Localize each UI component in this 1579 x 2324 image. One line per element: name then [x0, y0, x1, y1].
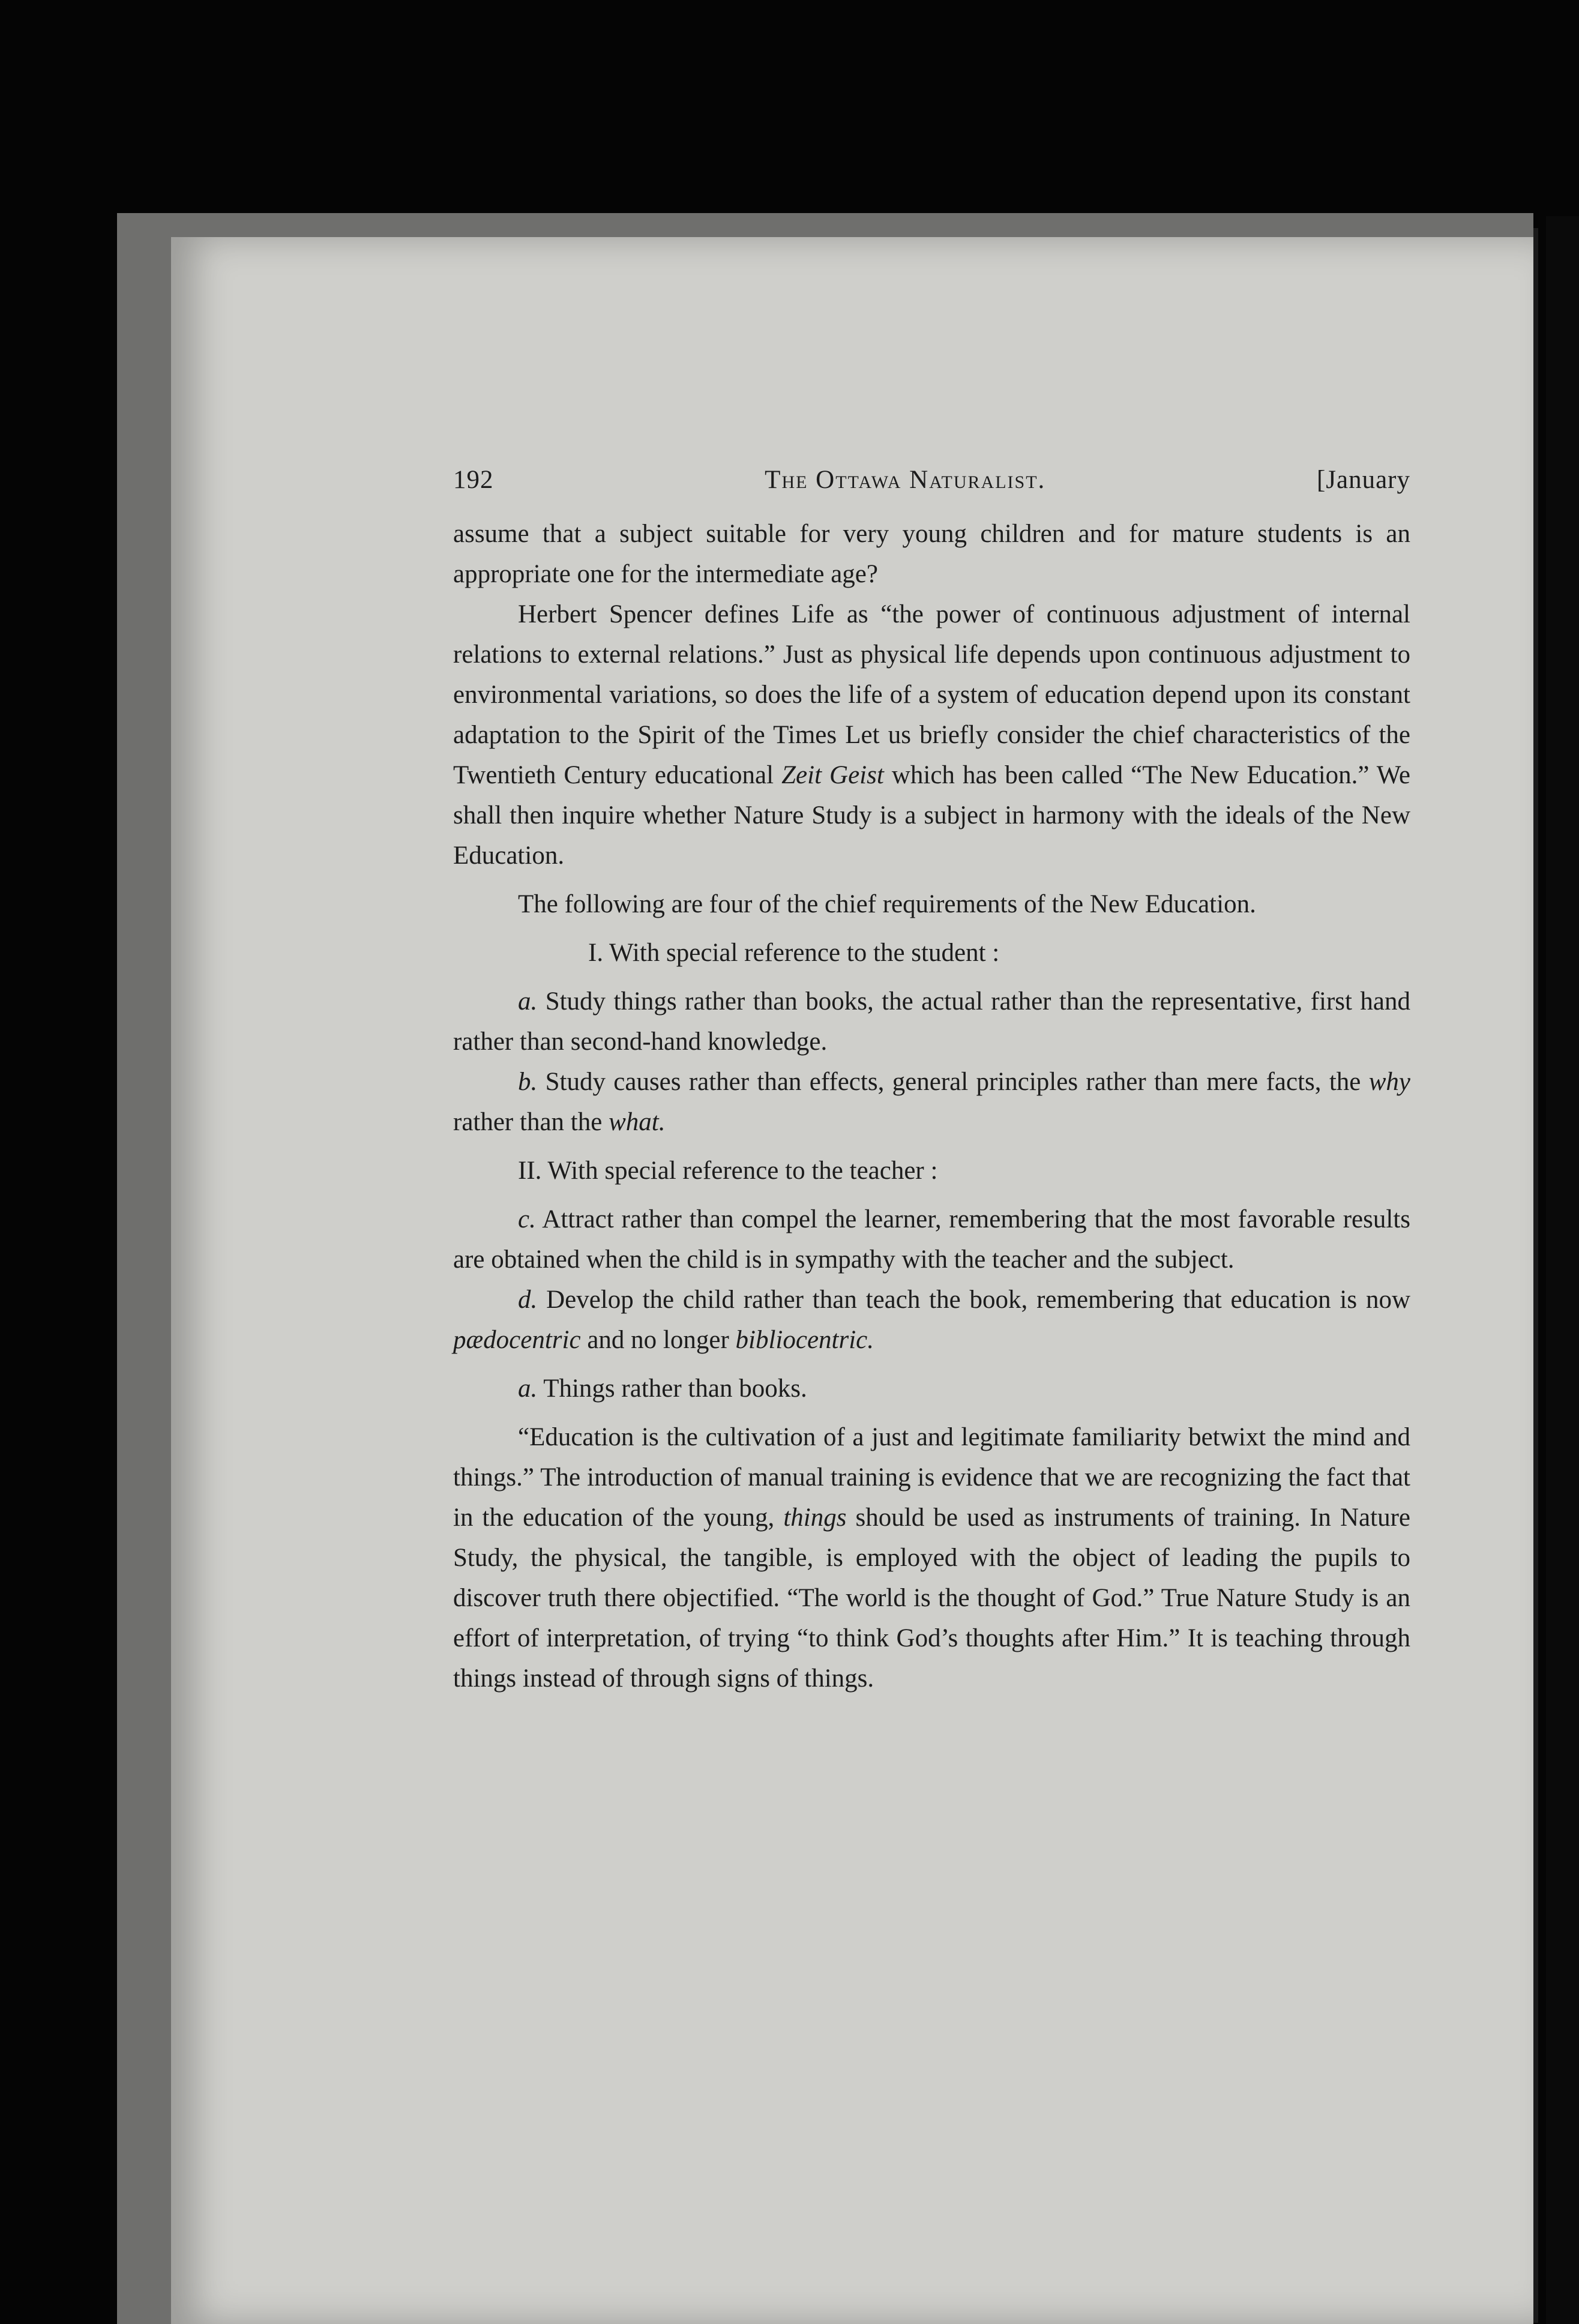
journal-title: The Ottawa Naturalist. — [765, 466, 1046, 494]
page-content — [453, 462, 1410, 1699]
page-fold-line — [1533, 228, 1538, 2323]
requirement-d: d. Develop the child rather than teach the book, remembering that education is now pædocentric and no longer bibliocentric. — [453, 1286, 1410, 1354]
section-heading-teacher: II. With special reference to the teacher : — [518, 1157, 938, 1185]
paragraph-education: “Education is the cultivation of a just and legitimate familiarity betwixt the mind and things.” The introduction of manual training is evidence that we are recognizing the fact that in the education of the young, things should be used as instruments of training. In Nature Study, the physical, the tangible, is employed with the object of leading the pupils to discover truth there objectified. “The world is the thought of God.” True Nature Study is an effort of interpretation, of trying “to think God’s thoughts after Him.” It is teaching through things instead of through signs of things. — [453, 1423, 1410, 1693]
subsection-heading-things: a. Things rather than books. — [518, 1374, 807, 1403]
issue-month: [January — [1316, 466, 1410, 494]
requirement-c: c. Attract rather than compel the learner, remembering that the most favorable results are obtained when the child is in sympathy with the teacher and the subject. — [453, 1205, 1410, 1274]
scan-right-border — [1546, 216, 1579, 2324]
running-header — [453, 462, 1410, 498]
paragraph-requirements: The following are four of the chief requirements of the New Education. — [518, 890, 1256, 918]
requirement-b: b. Study causes rather than effects, general principles rather than mere facts, the why rather than the what. — [453, 1068, 1410, 1136]
page-number: 192 — [453, 466, 494, 494]
requirement-a: a. Study things rather than books, the actual rather than the representative, first hand rather than second-hand knowledge. — [453, 987, 1410, 1056]
paragraph-continued: assume that a subject suitable for very young children and for mature students is an appropriate one for the intermediate age? — [453, 520, 1410, 588]
section-heading-student: I. With special reference to the student : — [588, 939, 1000, 967]
paragraph-spencer: Herbert Spencer defines Life as “the power of continuous adjustment of internal relations to external relations.” Just as physical life depends upon continuous adjustment to environmental variations, so does the life of a system of education depend upon its constant adaptation to the Spirit of the Times Let us briefly consider the chief characteristics of the Twentieth Century educational Zeit Geist which has been called “The New Education.” We shall then inquire whether Nature Study is a subject in harmony with the ideals of the New Education. — [453, 600, 1410, 870]
body-text — [453, 514, 1410, 1699]
